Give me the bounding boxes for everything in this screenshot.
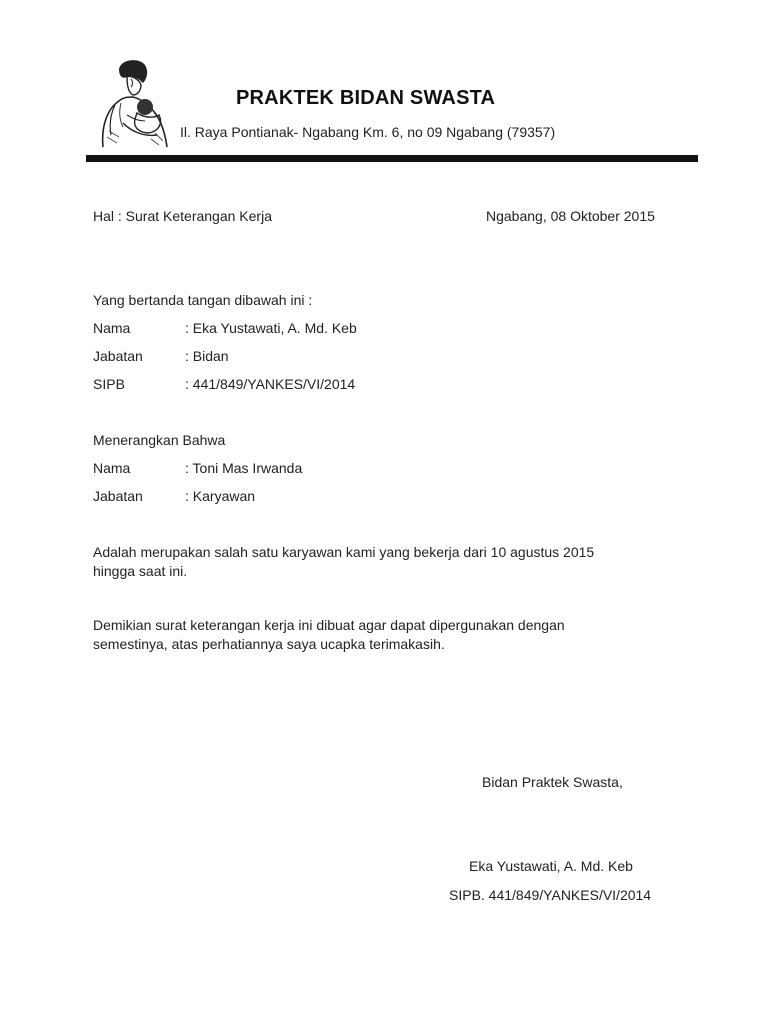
letter-place-date: Ngabang, 08 Oktober 2015 [486,208,655,224]
signer-sipb-value: : 441/849/YANKES/VI/2014 [185,376,356,392]
signer-name-label: Nama [93,320,131,336]
signer-position-value: : Bidan [185,348,229,364]
signature-organization: Bidan Praktek Swasta, [482,774,623,790]
signature-name: Eka Yustawati, A. Md. Keb [469,858,633,874]
signer-sipb-label: SIPB [93,376,125,392]
clinic-address: Il. Raya Pontianak- Ngabang Km. 6, no 09 Ngabang (79357) [180,124,556,140]
employee-name-value: : Toni Mas Irwanda [185,460,303,476]
body-line-2: hingga saat ini. [93,563,188,579]
body-line-1: Adalah merupakan salah satu karyawan kami yang bekerja dari 10 agustus 2015 [93,544,595,560]
employee-position-label: Jabatan [93,488,143,504]
signer-name-value: : Eka Yustawati, A. Md. Keb [185,320,357,336]
letter-subject: Hal : Surat Keterangan Kerja [93,208,272,224]
signature-sipb: SIPB. 441/849/YANKES/VI/2014 [449,887,652,903]
mother-child-logo-icon [93,57,173,149]
clinic-title: PRAKTEK BIDAN SWASTA [236,87,496,109]
employee-position-value: : Karyawan [185,488,256,504]
employee-name-label: Nama [93,460,131,476]
closing-line-2: semestinya, atas perhatiannya saya ucapka terimakasih. [93,636,445,652]
closing-line-1: Demikian surat keterangan kerja ini dibuat agar dapat dipergunakan dengan [93,617,565,633]
letterhead-rule [86,155,698,162]
signer-position-label: Jabatan [93,348,143,364]
statement-heading: Menerangkan Bahwa [93,432,226,448]
intro-text: Yang bertanda tangan dibawah ini : [93,292,313,308]
